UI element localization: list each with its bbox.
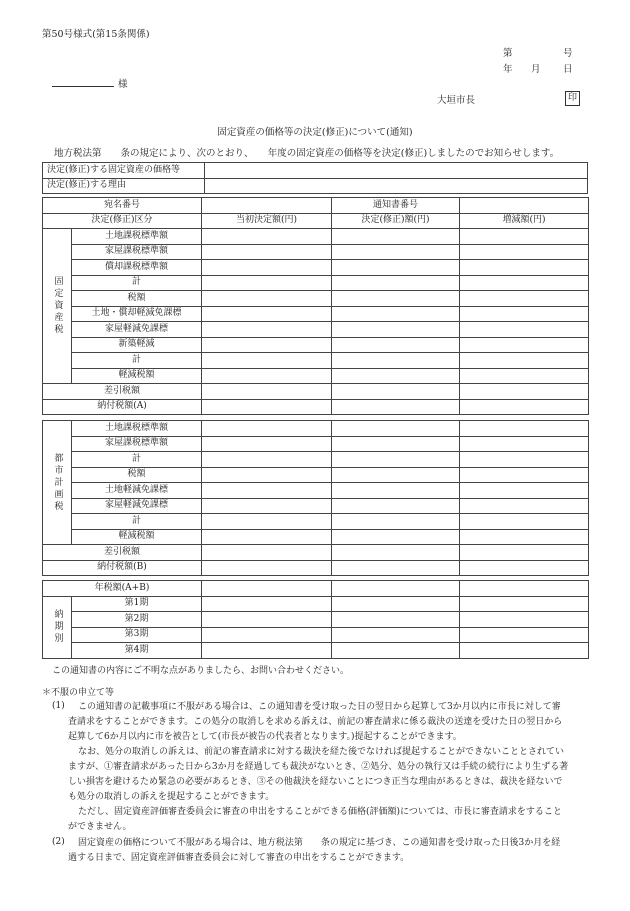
col-initial-header: 当初決定額(円)	[202, 213, 332, 229]
date-month: 月	[531, 64, 541, 75]
note-line: 査請求をすることができます。この処分の取消しを求める訴えは、前記の審査請求に係る裁決の送達を受けた日の翌日から	[68, 717, 563, 727]
period-label: 第3期	[72, 627, 202, 643]
fixed-asset-group-label: 固定資産税	[43, 229, 72, 384]
fixed-row-label: 計	[72, 353, 202, 369]
date-day: 日	[563, 64, 573, 75]
addressee-line	[52, 86, 114, 87]
fixed-row-label: 家屋軽減免課標	[72, 322, 202, 338]
fixed-row-label: 税額	[72, 291, 202, 307]
annual-tax-label: 年税額(A+B)	[43, 581, 202, 597]
official-seal: 印	[565, 91, 580, 106]
note-line: も処分の取消しの訴えを提起することができます。	[68, 792, 275, 802]
city-row-label: 計	[72, 514, 202, 530]
issuer-name: 大垣市長	[437, 95, 476, 106]
note-line: なお、処分の取消しの訴えは、前記の審査請求に対する裁決を経た後でなければ提起することができないこととされてい	[78, 747, 565, 757]
city-row-label: 税額	[72, 467, 202, 483]
city-row-label: 軽減税額	[72, 529, 202, 545]
tax-detail-table	[42, 197, 589, 415]
note-line: ができません。	[68, 822, 132, 832]
fixed-payable-label: 納付税額(A)	[43, 399, 202, 415]
city-row-label: 土地軽減免課標	[72, 483, 202, 499]
contact-note: この通知書の内容にご不明な点がありましたら、お問い合わせください。	[52, 666, 350, 676]
price-value	[205, 163, 588, 179]
note-line: ただし、固定資産評価審査委員会に審査の申出をすることができる価格(評価額)については、市長に審査請求をすること	[78, 807, 562, 817]
note-line: 起算して6か月以内に市を被告として(市長が被告の代表者となります。)提起することができます。	[68, 732, 462, 742]
fixed-row-label: 土地・償却軽減免課標	[72, 306, 202, 322]
city-planning-table	[42, 420, 589, 576]
date-year: 年	[503, 64, 513, 75]
city-row-label: 家屋課税標準額	[72, 436, 202, 452]
addr-no-value	[202, 198, 332, 214]
addressee-suffix: 様	[118, 79, 128, 90]
fixed-row-label: 計	[72, 275, 202, 291]
city-net-tax-label: 差引税額	[43, 545, 202, 561]
notice-no-label: 通知書番号	[332, 198, 460, 214]
city-row-label: 土地課税標準額	[72, 421, 202, 437]
addr-no-label: 宛名番号	[43, 198, 202, 214]
note-number-2: (2)	[52, 837, 65, 847]
period-label: 第2期	[72, 612, 202, 628]
note-number-1: (1)	[52, 701, 65, 711]
note-line: 固定資産の価格について不服がある場合は、地方税法第 条の規定に基づき、この通知書を受け取った日後3か月を経	[78, 838, 561, 848]
category-header: 決定(修正)区分	[43, 213, 202, 229]
doc-no-suffix: 号	[563, 48, 573, 59]
intro-text: 地方税法第 条の規定により、次のとおり、 年度の固定資産の価格等を決定(修正)しましたのでお知らせします。	[54, 148, 560, 159]
city-row-label: 計	[72, 452, 202, 468]
city-group-label: 都市計画税	[43, 421, 72, 545]
form-number: 第50号様式(第15条関係)	[42, 29, 150, 40]
col-revised-header: 決定(修正)額(円)	[332, 213, 460, 229]
payment-period-table	[42, 580, 589, 659]
city-payable-label: 納付税額(B)	[43, 560, 202, 576]
period-label: 第4期	[72, 643, 202, 659]
notice-no-value	[460, 198, 589, 214]
fixed-row-label: 土地課税標準額	[72, 229, 202, 245]
price-label: 決定(修正)する固定資産の価格等	[43, 163, 205, 179]
fixed-net-tax-label: 差引税額	[43, 384, 202, 400]
fixed-row-label: 軽減税額	[72, 368, 202, 384]
note-line: ますが、①審査請求があった日から3か月を経過しても裁決がないとき、②処分、処分の執行又は手続の続行により生ずる著	[68, 762, 569, 772]
period-group-label: 納期別	[43, 596, 72, 658]
price-reason-table	[42, 162, 588, 194]
reason-label: 決定(修正)する理由	[43, 178, 205, 194]
note-line: この通知書の記載事項に不服がある場合は、この通知書を受け取った日の翌日から起算して3か月以内に市長に対して審	[78, 702, 561, 712]
doc-no-prefix: 第	[503, 48, 513, 59]
fixed-row-label: 償却課税標準額	[72, 260, 202, 276]
period-label: 第1期	[72, 596, 202, 612]
fixed-row-label: 新築軽減	[72, 337, 202, 353]
page-title: 固定資産の価格等の決定(修正)について(通知)	[217, 127, 413, 138]
objection-title: ＊不服の申立て等	[42, 688, 115, 698]
note-line: しい損害を避けるため緊急の必要があるとき、③その他裁決を経ないことにつき正当な理由があるときは、裁決を経ないで	[68, 777, 563, 787]
reason-value	[205, 178, 588, 194]
col-diff-header: 増減額(円)	[460, 213, 589, 229]
note-line: 過する日まで、固定資産評価審査委員会に対して審査の申出をすることができます。	[68, 853, 410, 863]
fixed-row-label: 家屋課税標準額	[72, 244, 202, 260]
city-row-label: 家屋軽減免課標	[72, 498, 202, 514]
